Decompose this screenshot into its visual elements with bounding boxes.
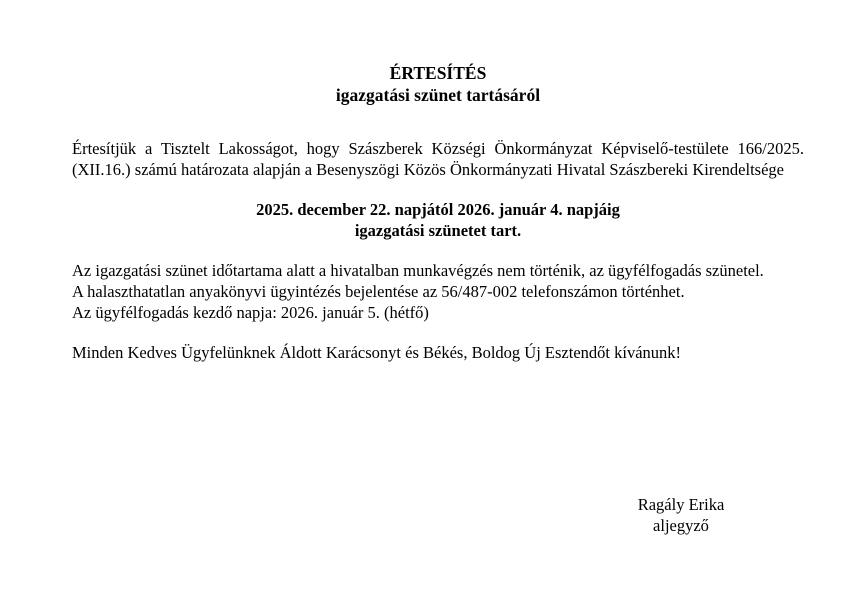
detail-line: Az ügyfélfogadás kezdő napja: 2026. január 5. (hétfő) — [72, 303, 429, 322]
notice-document — [72, 62, 804, 363]
signer-name: Ragály Erika — [637, 495, 725, 514]
intro-paragraph: Értesítjük a Tisztelt Lakosságot, hogy Szászberek Községi Önkormányzat Képviselő-testülete 166/2025.(XII.16.) számú határozata alapján a Besenyszögi Közös Önkormányzati Hivatal Szászbereki Kirendeltsége — [72, 139, 804, 179]
detail-line: A halaszthatatlan anyakönyvi ügyintézés bejelentése az 56/487-002 telefonszámon történhet. — [72, 282, 685, 301]
closure-period — [72, 199, 804, 241]
document-subtitle: igazgatási szünet tartásáról — [335, 85, 541, 105]
document-title: ÉRTESÍTÉS — [389, 63, 487, 83]
signature-block — [616, 494, 746, 536]
detail-line: Az igazgatási szünet időtartama alatt a hivatalban munkavégzés nem történik, az ügyfélfogadás szünetel. — [72, 261, 764, 280]
signer-role: aljegyző — [653, 516, 709, 535]
greeting-paragraph: Minden Kedves Ügyfelünknek Áldott Karácsonyt és Békés, Boldog Új Esztendőt kívánunk! — [72, 343, 682, 362]
date-range: 2025. december 22. napjától 2026. január 4. napjáig — [256, 200, 620, 219]
closure-statement: igazgatási szünetet tart. — [354, 221, 522, 240]
details-block — [72, 260, 804, 323]
